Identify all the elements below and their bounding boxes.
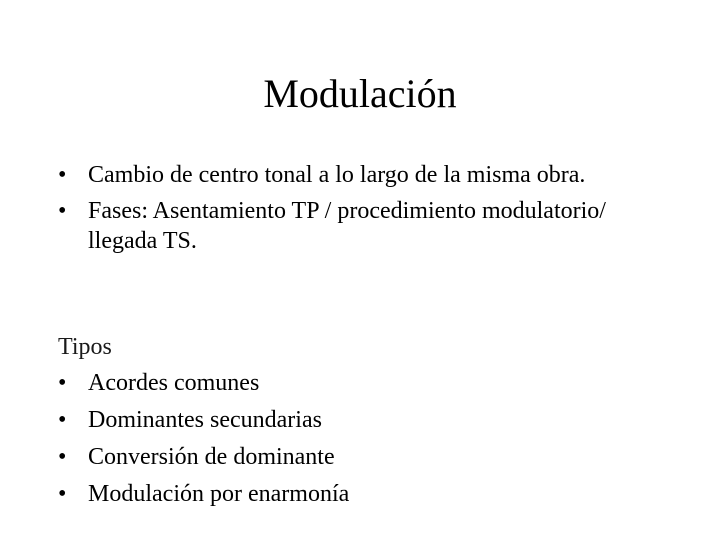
bullet-text: Fases: Asentamiento TP / procedimiento modulatorio/ llegada TS. (88, 198, 606, 254)
bullet-marker: • (58, 407, 67, 433)
types-heading: Tipos (58, 334, 112, 360)
types-item (58, 439, 658, 476)
bullet-text: Cambio de centro tonal a lo largo de la misma obra. (88, 162, 586, 188)
bullet-marker: • (58, 198, 67, 224)
bullet-marker: • (58, 481, 67, 507)
bullet-item (58, 196, 658, 256)
bullet-marker: • (58, 162, 67, 188)
types-item (58, 365, 658, 402)
types-list (58, 365, 658, 513)
types-item-text: Acordes comunes (88, 370, 260, 396)
types-section (58, 329, 658, 513)
bullet-marker: • (58, 444, 67, 470)
bullet-item (58, 160, 658, 190)
types-item-text: Modulación por enarmonía (88, 481, 350, 507)
types-item (58, 476, 658, 513)
types-item (58, 402, 658, 439)
bullet-marker: • (58, 370, 67, 396)
types-item-text: Dominantes secundarias (88, 407, 322, 433)
types-item-text: Conversión de dominante (88, 444, 335, 470)
main-bullet-list (58, 160, 658, 262)
slide-title: Modulación (263, 71, 457, 116)
